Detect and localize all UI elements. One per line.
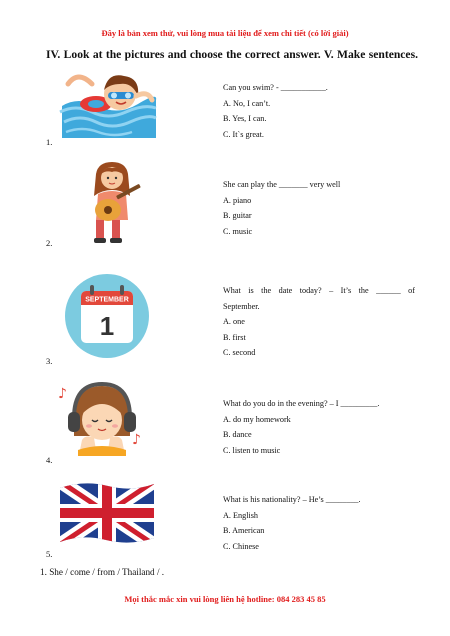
option-a: A. piano <box>223 195 252 205</box>
question-number: 4. <box>46 455 53 465</box>
question-text: What do you do in the evening? – I _________. <box>223 399 380 408</box>
svg-text:♪: ♪ <box>132 432 141 448</box>
question-text: Can you swim? - ___________. <box>223 83 328 92</box>
question-1 <box>223 80 328 142</box>
question-text-line1: What is the date today? – It’s the ______ of <box>223 286 415 295</box>
option-a: A. English <box>223 510 259 520</box>
question-3 <box>223 283 415 361</box>
option-a: A. one <box>223 317 245 326</box>
option-a: A. No, I can’t. <box>223 98 271 108</box>
calendar-month: SEPTEMBER <box>85 296 129 304</box>
bottom-hotline-banner: Mọi thắc mắc xin vui lòng liên hệ hotline: 084 283 45 85 <box>124 594 326 604</box>
question-number: 2. <box>46 238 53 248</box>
question-number: 5. <box>46 549 53 559</box>
question-5 <box>223 492 361 554</box>
option-c: C. listen to music <box>223 445 281 455</box>
option-c: C. music <box>223 226 253 236</box>
guitar-girl-icon <box>78 160 150 251</box>
headphones-girl-icon <box>56 378 148 463</box>
option-b: B. dance <box>223 430 252 439</box>
option-b: B. guitar <box>223 211 252 220</box>
question-text: What is his nationality? – He’s ________. <box>223 495 361 504</box>
option-b: B. American <box>223 526 265 535</box>
calendar-icon <box>64 273 150 364</box>
option-c: C. Chinese <box>223 541 259 551</box>
option-b: B. Yes, I can. <box>223 114 267 123</box>
uk-flag-icon <box>58 480 156 551</box>
make-sentences-item-1: 1. She / come / from / Thailand / . <box>40 567 165 577</box>
question-text: She can play the _______ very well <box>223 180 341 189</box>
option-c: C. second <box>223 348 256 357</box>
question-4 <box>223 396 379 458</box>
svg-text:♪: ♪ <box>58 386 67 402</box>
question-number: 1. <box>46 137 53 147</box>
option-a: A. do my homework <box>223 414 291 424</box>
top-preview-banner: Đây là bản xem thử, vui lòng mua tài liệu để xem chi tiết (có lời giải) <box>101 28 349 38</box>
question-2 <box>223 177 340 239</box>
section-heading: IV. Look at the pictures and choose the correct answer. V. Make sentences. <box>46 48 418 61</box>
calendar-day: 1 <box>99 311 115 341</box>
option-c: C. It`s great. <box>223 129 264 139</box>
question-text-line2: September. <box>223 301 260 311</box>
question-number: 3. <box>46 356 53 366</box>
swimming-girl-icon <box>58 66 158 143</box>
option-b: B. first <box>223 332 246 342</box>
